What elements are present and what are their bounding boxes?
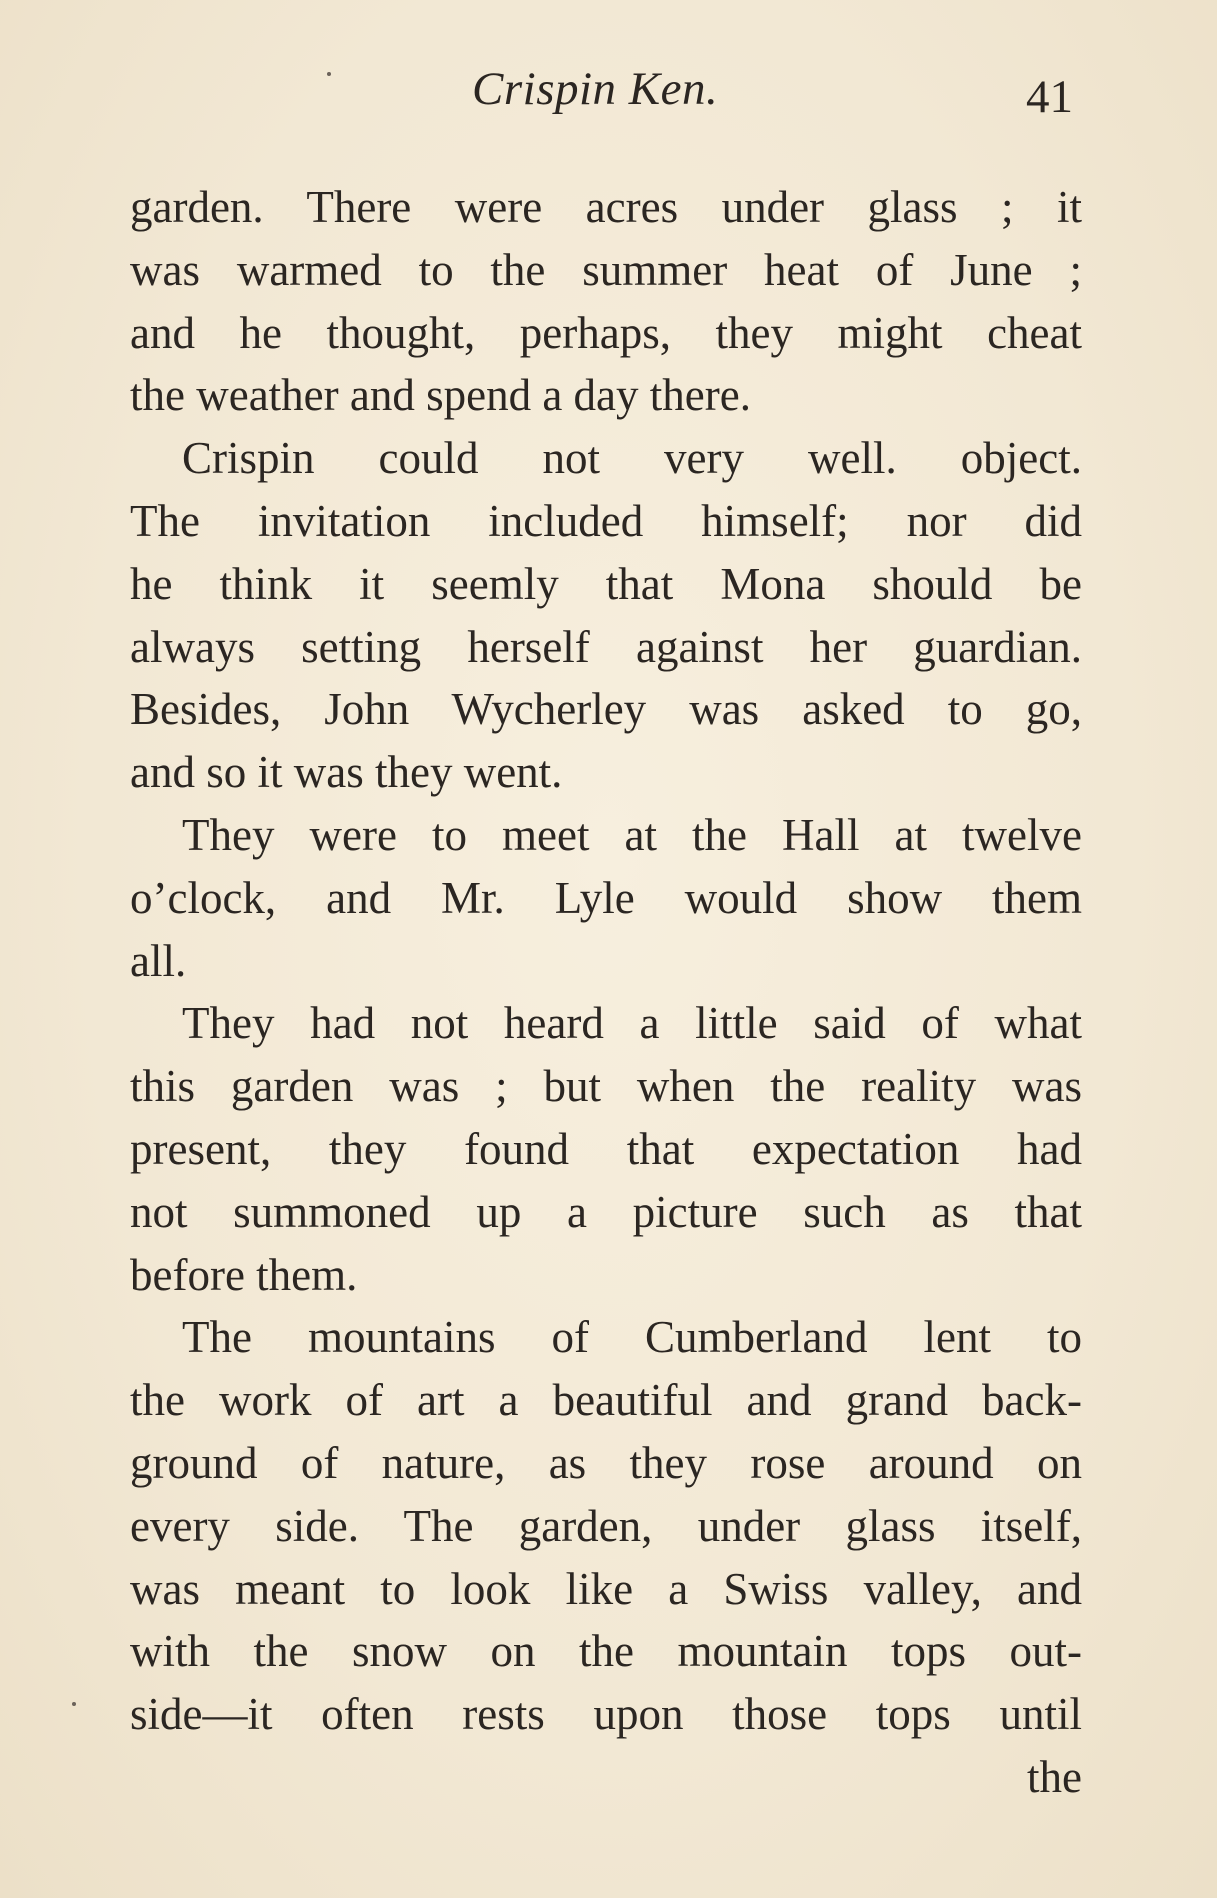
text-line: The mountains of Cumberland lent to xyxy=(182,1312,1082,1363)
text-line: this garden was ; but when the reality was xyxy=(130,1061,1082,1112)
text-line: side—it often rests upon those tops until xyxy=(130,1689,1082,1740)
text-line: the weather and spend a day there. xyxy=(130,370,751,421)
text-line: The invitation included himself; nor did xyxy=(130,495,1082,546)
text-line: before them. xyxy=(130,1249,358,1300)
text-line: with the snow on the mountain tops out- xyxy=(130,1626,1082,1677)
ink-speck xyxy=(72,1702,76,1706)
text-line: every side. The garden, under glass itself, xyxy=(130,1500,1082,1551)
text-line: present, they found that expectation had xyxy=(130,1123,1082,1174)
text-line: always setting herself against her guardian. xyxy=(130,621,1082,672)
text-line: Besides, John Wycherley was asked to go, xyxy=(130,684,1082,735)
text-line: o’clock, and Mr. Lyle would show them xyxy=(130,872,1082,923)
text-line: all. xyxy=(130,935,187,986)
text-line: and so it was they went. xyxy=(130,747,563,798)
text-line: the work of art a beautiful and grand back- xyxy=(130,1375,1082,1426)
text-line: he think it seemly that Mona should be xyxy=(130,558,1082,609)
text-line: and he thought, perhaps, they might cheat xyxy=(130,307,1082,358)
ink-speck xyxy=(327,72,331,76)
text-line: ground of nature, as they rose around on xyxy=(130,1437,1082,1488)
text-line: was warmed to the summer heat of June ; xyxy=(130,244,1082,295)
text-line: not summoned up a picture such as that xyxy=(130,1186,1082,1237)
text-line: was meant to look like a Swiss valley, and xyxy=(130,1563,1082,1614)
text-line: Crispin could not very well. object. xyxy=(182,433,1082,484)
page-number: 41 xyxy=(1026,71,1073,123)
running-head xyxy=(0,62,1217,132)
text-line: They had not heard a little said of what xyxy=(182,998,1082,1049)
text-line: They were to meet at the Hall at twelve xyxy=(182,809,1082,860)
running-title: Crispin Ken. xyxy=(472,63,719,115)
catchword: the xyxy=(1027,1751,1082,1802)
body-text xyxy=(130,176,1082,1809)
text-line: garden. There were acres under glass ; it xyxy=(130,182,1082,232)
